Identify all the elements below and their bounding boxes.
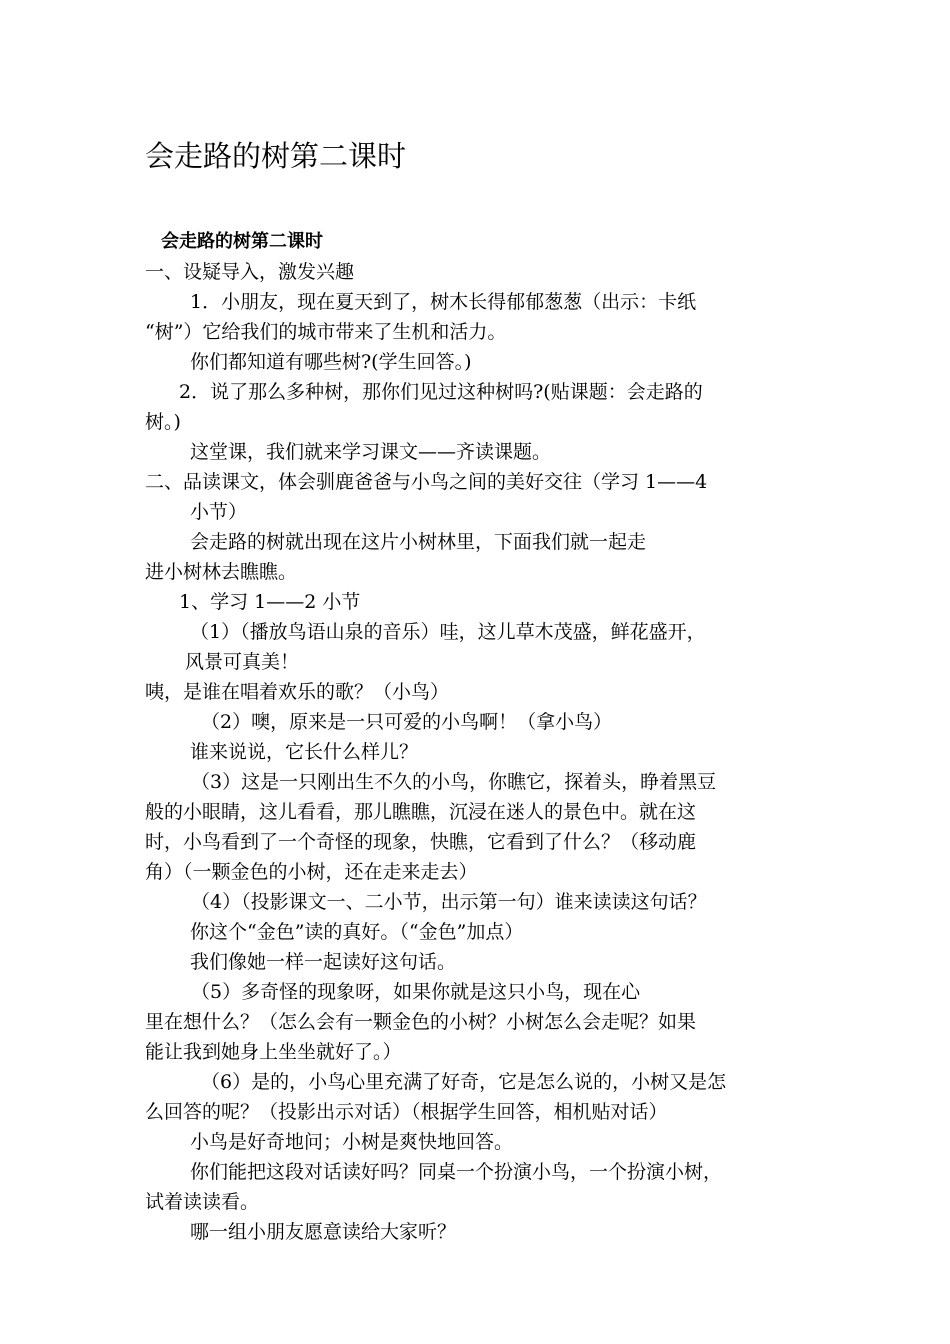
section-heading: 二、品读课文，体会驯鹿爸爸与小鸟之间的美好交往（学习 1——4 bbox=[145, 471, 708, 493]
paragraph-line: 角）（一颗金色的小树，还在走来走去） bbox=[145, 861, 478, 883]
document-body bbox=[145, 227, 805, 1247]
paragraph-line: （5）多奇怪的现象呀，如果你就是这只小鸟，现在心 bbox=[191, 981, 641, 1003]
document-title: 会走路的树第二课时 bbox=[145, 139, 407, 173]
paragraph-line: 这堂课，我们就来学习课文——齐读课题。 bbox=[190, 441, 552, 463]
paragraph-line: 里在想什么？（怎么会有一颗金色的小树？小树怎么会走呢？如果 bbox=[145, 1011, 697, 1033]
paragraph-line: 么回答的呢？（投影出示对话）（根据学生回答，相机贴对话） bbox=[145, 1101, 668, 1123]
paragraph-line: 2．说了那么多种树，那你们见过这种树吗?(贴课题：会走路的 bbox=[179, 381, 703, 403]
paragraph-line: 你这个“金色”读的真好。（“金色”加点） bbox=[190, 921, 524, 943]
paragraph-line: 树。) bbox=[145, 411, 181, 433]
paragraph-line: 时，小鸟看到了一个奇怪的现象，快瞧，它看到了什么？（移动鹿 bbox=[145, 831, 697, 853]
subsection-heading: 1、学习 1——2 小节 bbox=[179, 591, 361, 613]
paragraph-line: 哪一组小朋友愿意读给大家听？ bbox=[190, 1221, 457, 1243]
paragraph-line: 般的小眼睛，这儿看看，那儿瞧瞧，沉浸在迷人的景色中。就在这 bbox=[145, 801, 697, 823]
paragraph-line: 1．小朋友，现在夏天到了，树木长得郁郁葱葱（出示：卡纸 bbox=[190, 291, 697, 313]
paragraph-line: 试着读读看。 bbox=[145, 1191, 260, 1213]
paragraph-line: 你们都知道有哪些树?(学生回答。) bbox=[190, 351, 472, 373]
section-heading: 一、设疑导入，激发兴趣 bbox=[145, 261, 355, 283]
paragraph-line: （3）这是一只刚出生不久的小鸟，你瞧它，探着头，睁着黑豆 bbox=[191, 771, 717, 793]
paragraph-line: （2）噢，原来是一只可爱的小鸟啊！（拿小鸟） bbox=[201, 711, 613, 733]
paragraph-line: 小鸟是好奇地问；小树是爽快地回答。 bbox=[190, 1131, 514, 1153]
paragraph-line: 咦，是谁在唱着欢乐的歌？（小鸟） bbox=[145, 681, 450, 703]
paragraph-line: 能让我到她身上坐坐就好了。） bbox=[145, 1041, 402, 1063]
paragraph-line: “树”）它给我们的城市带来了生机和活力。 bbox=[145, 321, 507, 343]
paragraph-line: 谁来说说，它长什么样儿？ bbox=[190, 741, 419, 763]
paragraph-line: 会走路的树就出现在这片小树林里，下面我们就一起走 bbox=[190, 531, 647, 553]
paragraph-line: 我们像她一样一起读好这句话。 bbox=[190, 951, 457, 973]
section-subtitle: 会走路的树第二课时 bbox=[161, 231, 323, 252]
paragraph-line: （6）是的，小鸟心里充满了好奇，它是怎么说的，小树又是怎 bbox=[201, 1071, 727, 1093]
section-heading-cont: 小节） bbox=[190, 501, 248, 523]
paragraph-line: （4）（投影课文一、二小节，出示第一句）谁来读读这句话？ bbox=[191, 891, 707, 913]
paragraph-line: 风景可真美！ bbox=[185, 651, 300, 673]
paragraph-line: 你们能把这段对话读好吗？同桌一个扮演小鸟，一个扮演小树， bbox=[190, 1161, 723, 1183]
paragraph-line: （1）（播放鸟语山泉的音乐）哇，这儿草木茂盛，鲜花盛开， bbox=[190, 621, 706, 643]
paragraph-line: 进小树林去瞧瞧。 bbox=[145, 561, 298, 583]
